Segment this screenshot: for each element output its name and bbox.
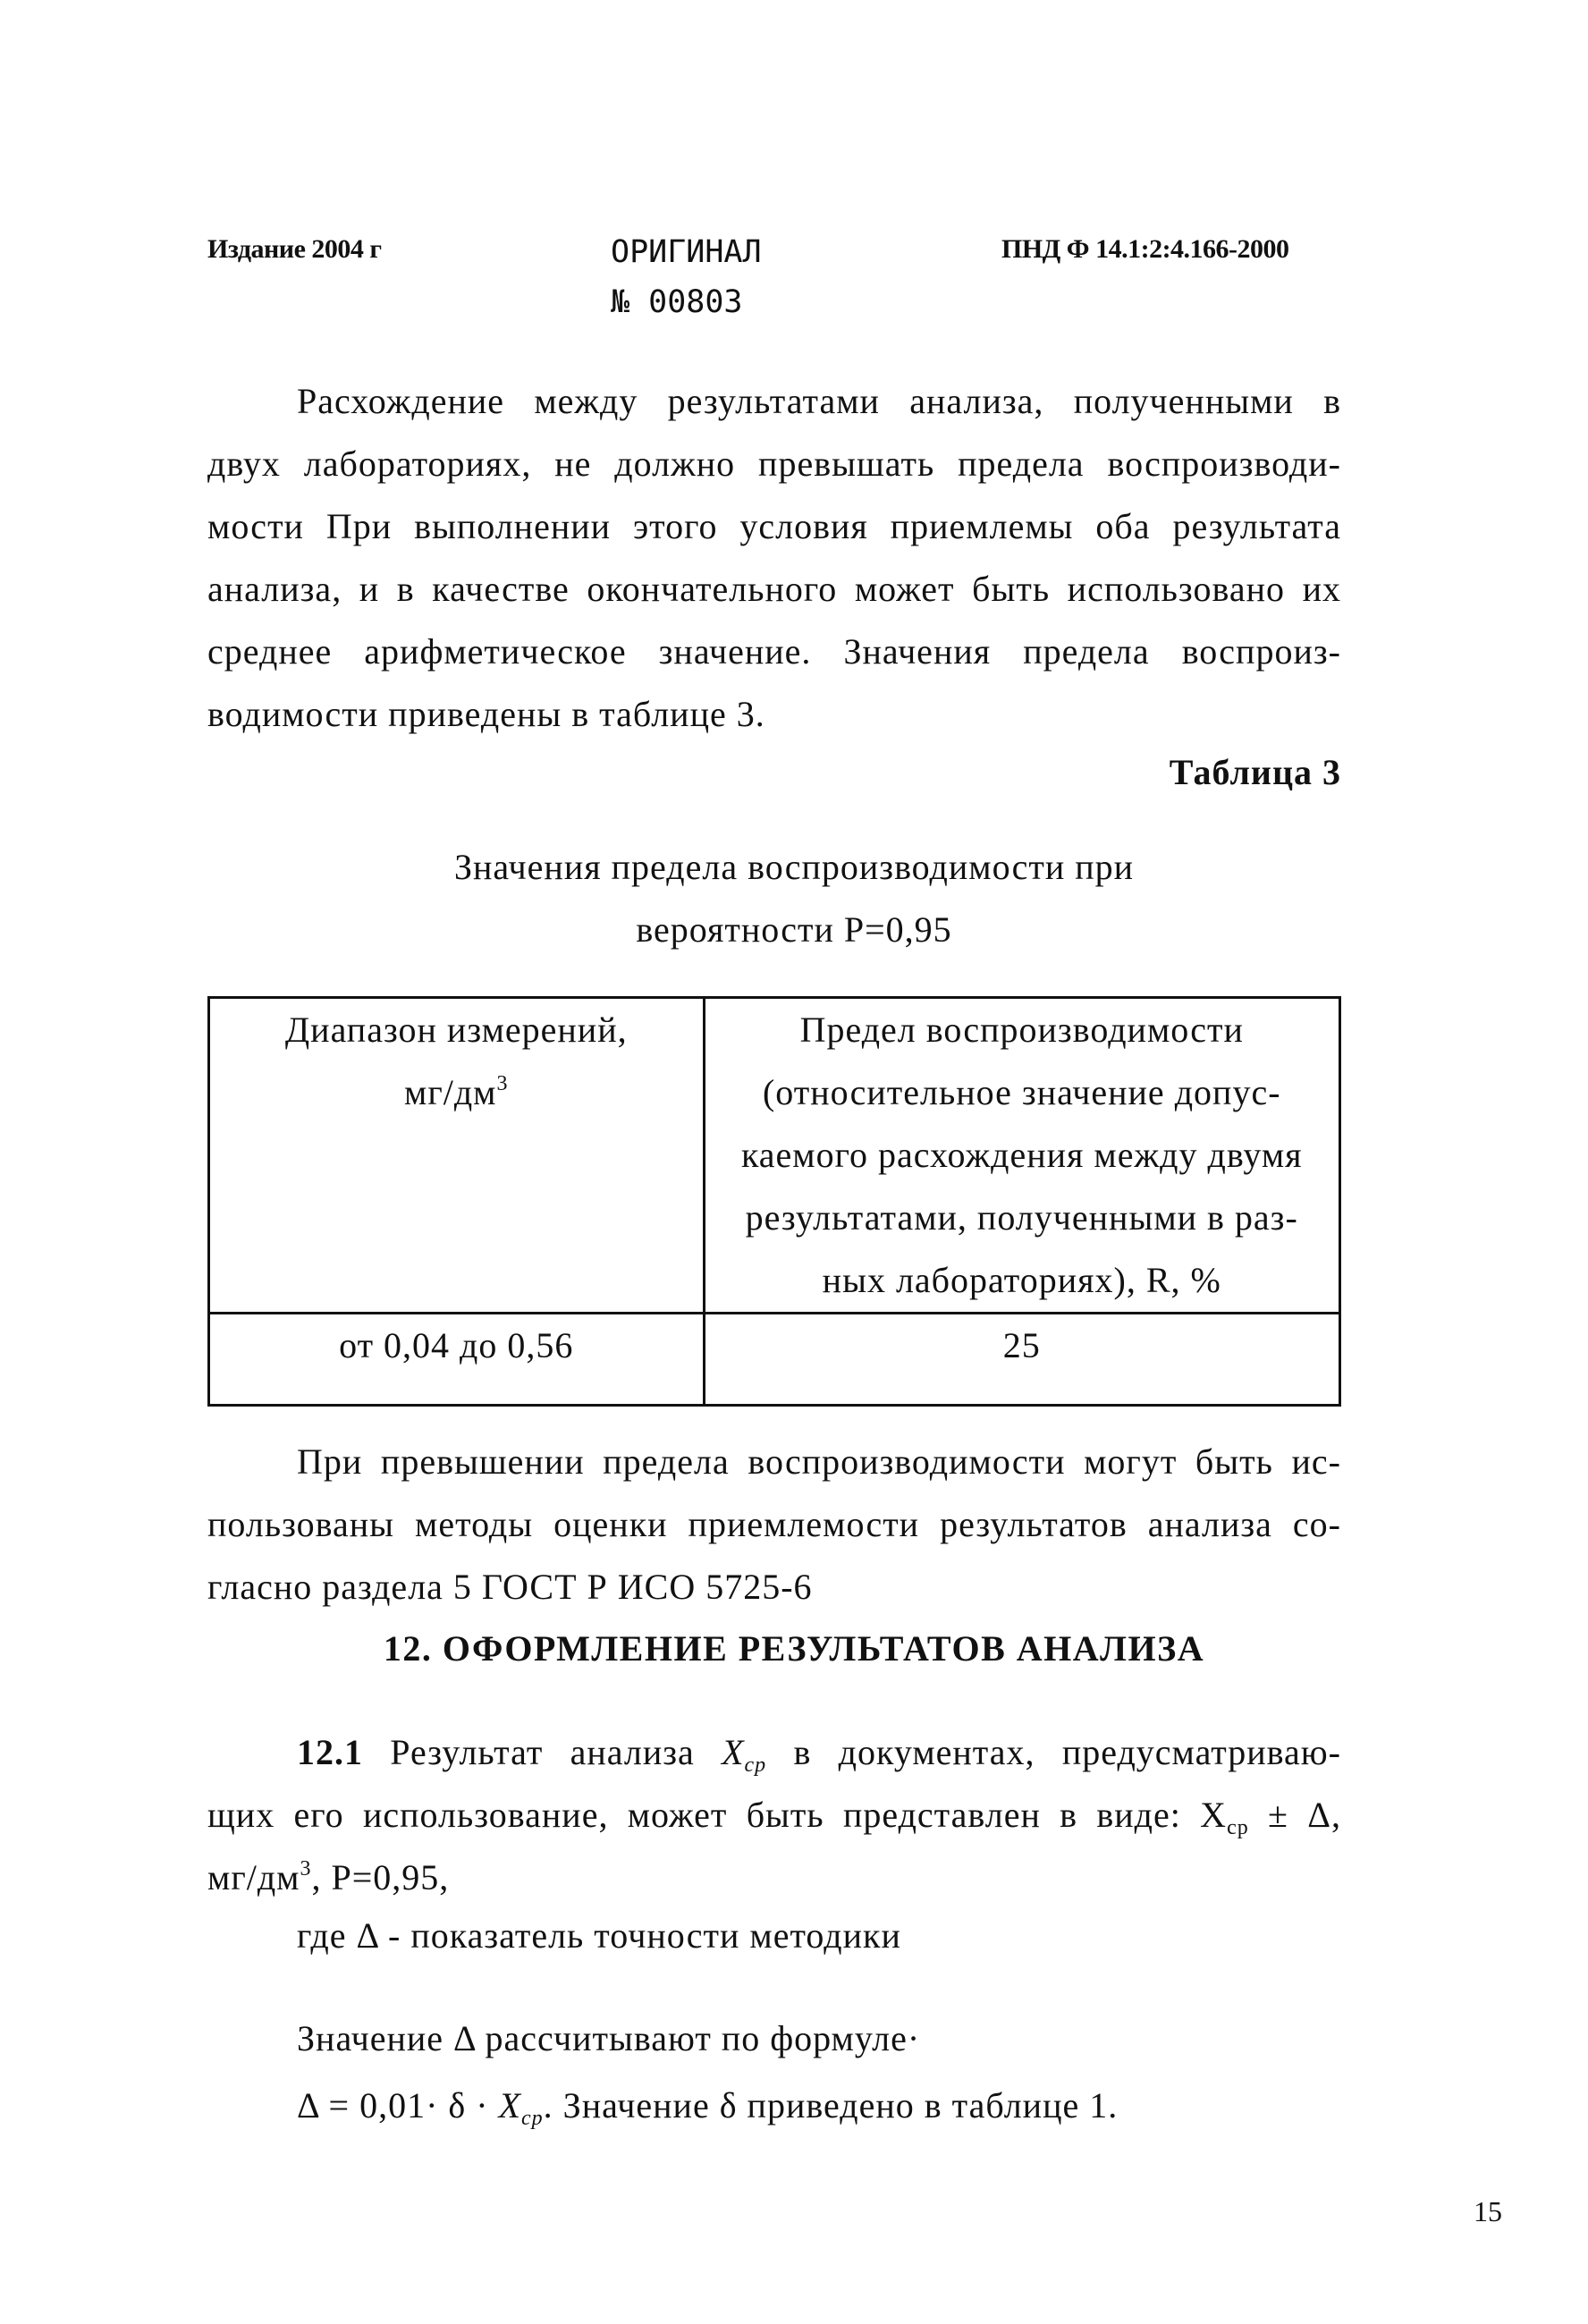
paragraph-line: гласно раздела 5 ГОСТ Р ИСО 5725-6 — [207, 1567, 813, 1607]
symbol-x-letter: X — [498, 2085, 521, 2125]
symbol-x-subscript: ср — [744, 1754, 767, 1777]
where-definition: где Δ - показатель точности методики — [297, 1915, 901, 1956]
column-header-range — [209, 998, 705, 1314]
table-caption-line2: вероятности P=0,95 — [636, 909, 952, 950]
limit-header-line: Предел воспроизводимости — [799, 1010, 1244, 1050]
text-run: в документах, предусматриваю- — [766, 1732, 1341, 1772]
cell-limit-value: 25 — [704, 1314, 1340, 1406]
paragraph-line: Расхождение между результатами анализа, полученными в — [297, 381, 1341, 421]
symbol-x-letter: X — [722, 1732, 745, 1772]
unit-text: мг/дм — [404, 1072, 497, 1112]
limit-header-line: ных лабораториях), R, % — [822, 1260, 1221, 1300]
reproducibility-table — [207, 996, 1341, 1407]
table-row — [209, 1314, 1340, 1406]
formula-line — [297, 2075, 1118, 2137]
section-heading: 12. ОФОРМЛЕНИЕ РЕЗУЛЬТАТОВ АНАЛИЗА — [383, 1628, 1205, 1669]
paragraph-exceeding-limit — [207, 1431, 1341, 1618]
unit-exponent: 3 — [496, 1072, 509, 1095]
symbol-x — [722, 1732, 767, 1777]
paragraph-line: водимости приведены в таблице 3. — [207, 694, 765, 734]
stamp-line-number: № 00803 — [611, 284, 743, 320]
formula-intro: Значение Δ рассчитывают по формуле· — [297, 2018, 921, 2058]
paragraph-line: двух лабораториях, не должно превышать предела воспроизводи- — [207, 444, 1341, 484]
paragraph-line: При превышении предела воспроизводимости могут быть ис- — [297, 1441, 1341, 1482]
formula-text: . Значение δ приведено в таблице 1. — [543, 2085, 1119, 2125]
text-run: , P=0,95, — [311, 1857, 450, 1897]
edition-label: Издание 2004 г — [207, 234, 382, 264]
text-run: ± Δ, — [1248, 1795, 1341, 1835]
limit-header-line: (относительное значение допус- — [762, 1072, 1281, 1112]
paragraph-12-1 — [207, 1721, 1341, 1909]
paragraph-line — [207, 1784, 1341, 1847]
symbol-x-subscript: ср — [521, 2107, 544, 2130]
limit-header-line: каемого расхождения между двумя — [740, 1135, 1303, 1175]
table-label: Таблица 3 — [1169, 752, 1341, 792]
paragraph-line — [207, 1847, 1341, 1909]
paragraph-line: мости При выполнении этого условия приемлемы оба результата — [207, 506, 1341, 546]
paragraph-reproducibility — [207, 370, 1341, 746]
text-run: щих его использование, может быть представлен в виде: X — [207, 1795, 1228, 1835]
paragraph-line: пользованы методы оценки приемлемости результатов анализа со- — [207, 1504, 1341, 1544]
unit-exponent: 3 — [300, 1857, 312, 1880]
paragraph-line — [207, 1721, 1341, 1784]
table-header-row — [209, 998, 1340, 1314]
stamp-line-original: ОРИГИНАЛ — [611, 234, 762, 270]
table-caption-line1: Значения предела воспроизводимости при — [453, 847, 1135, 887]
paragraph-line: среднее арифметическое значение. Значения предела воспроиз- — [207, 631, 1341, 672]
formula-text: Δ = 0,01· δ · — [297, 2085, 499, 2125]
range-header-unit — [232, 1061, 681, 1124]
text-run: Результат анализа — [363, 1732, 722, 1772]
original-stamp — [611, 227, 762, 327]
limit-header-line: результатами, полученными в раз- — [745, 1197, 1298, 1238]
column-header-limit — [704, 998, 1340, 1314]
clause-number: 12.1 — [297, 1732, 363, 1772]
unit-text: мг/дм — [207, 1857, 300, 1897]
document-code: ПНД Ф 14.1:2:4.166-2000 — [1001, 234, 1289, 264]
range-header-text: Диапазон измерений, — [284, 1010, 628, 1050]
symbol-x — [498, 2085, 544, 2130]
symbol-x-subscript: ср — [1227, 1816, 1249, 1839]
cell-range: от 0,04 до 0,56 — [209, 1314, 705, 1406]
paragraph-line: анализа, и в качестве окончательного может быть использовано их — [207, 569, 1341, 609]
page-number: 15 — [1474, 2195, 1502, 2227]
